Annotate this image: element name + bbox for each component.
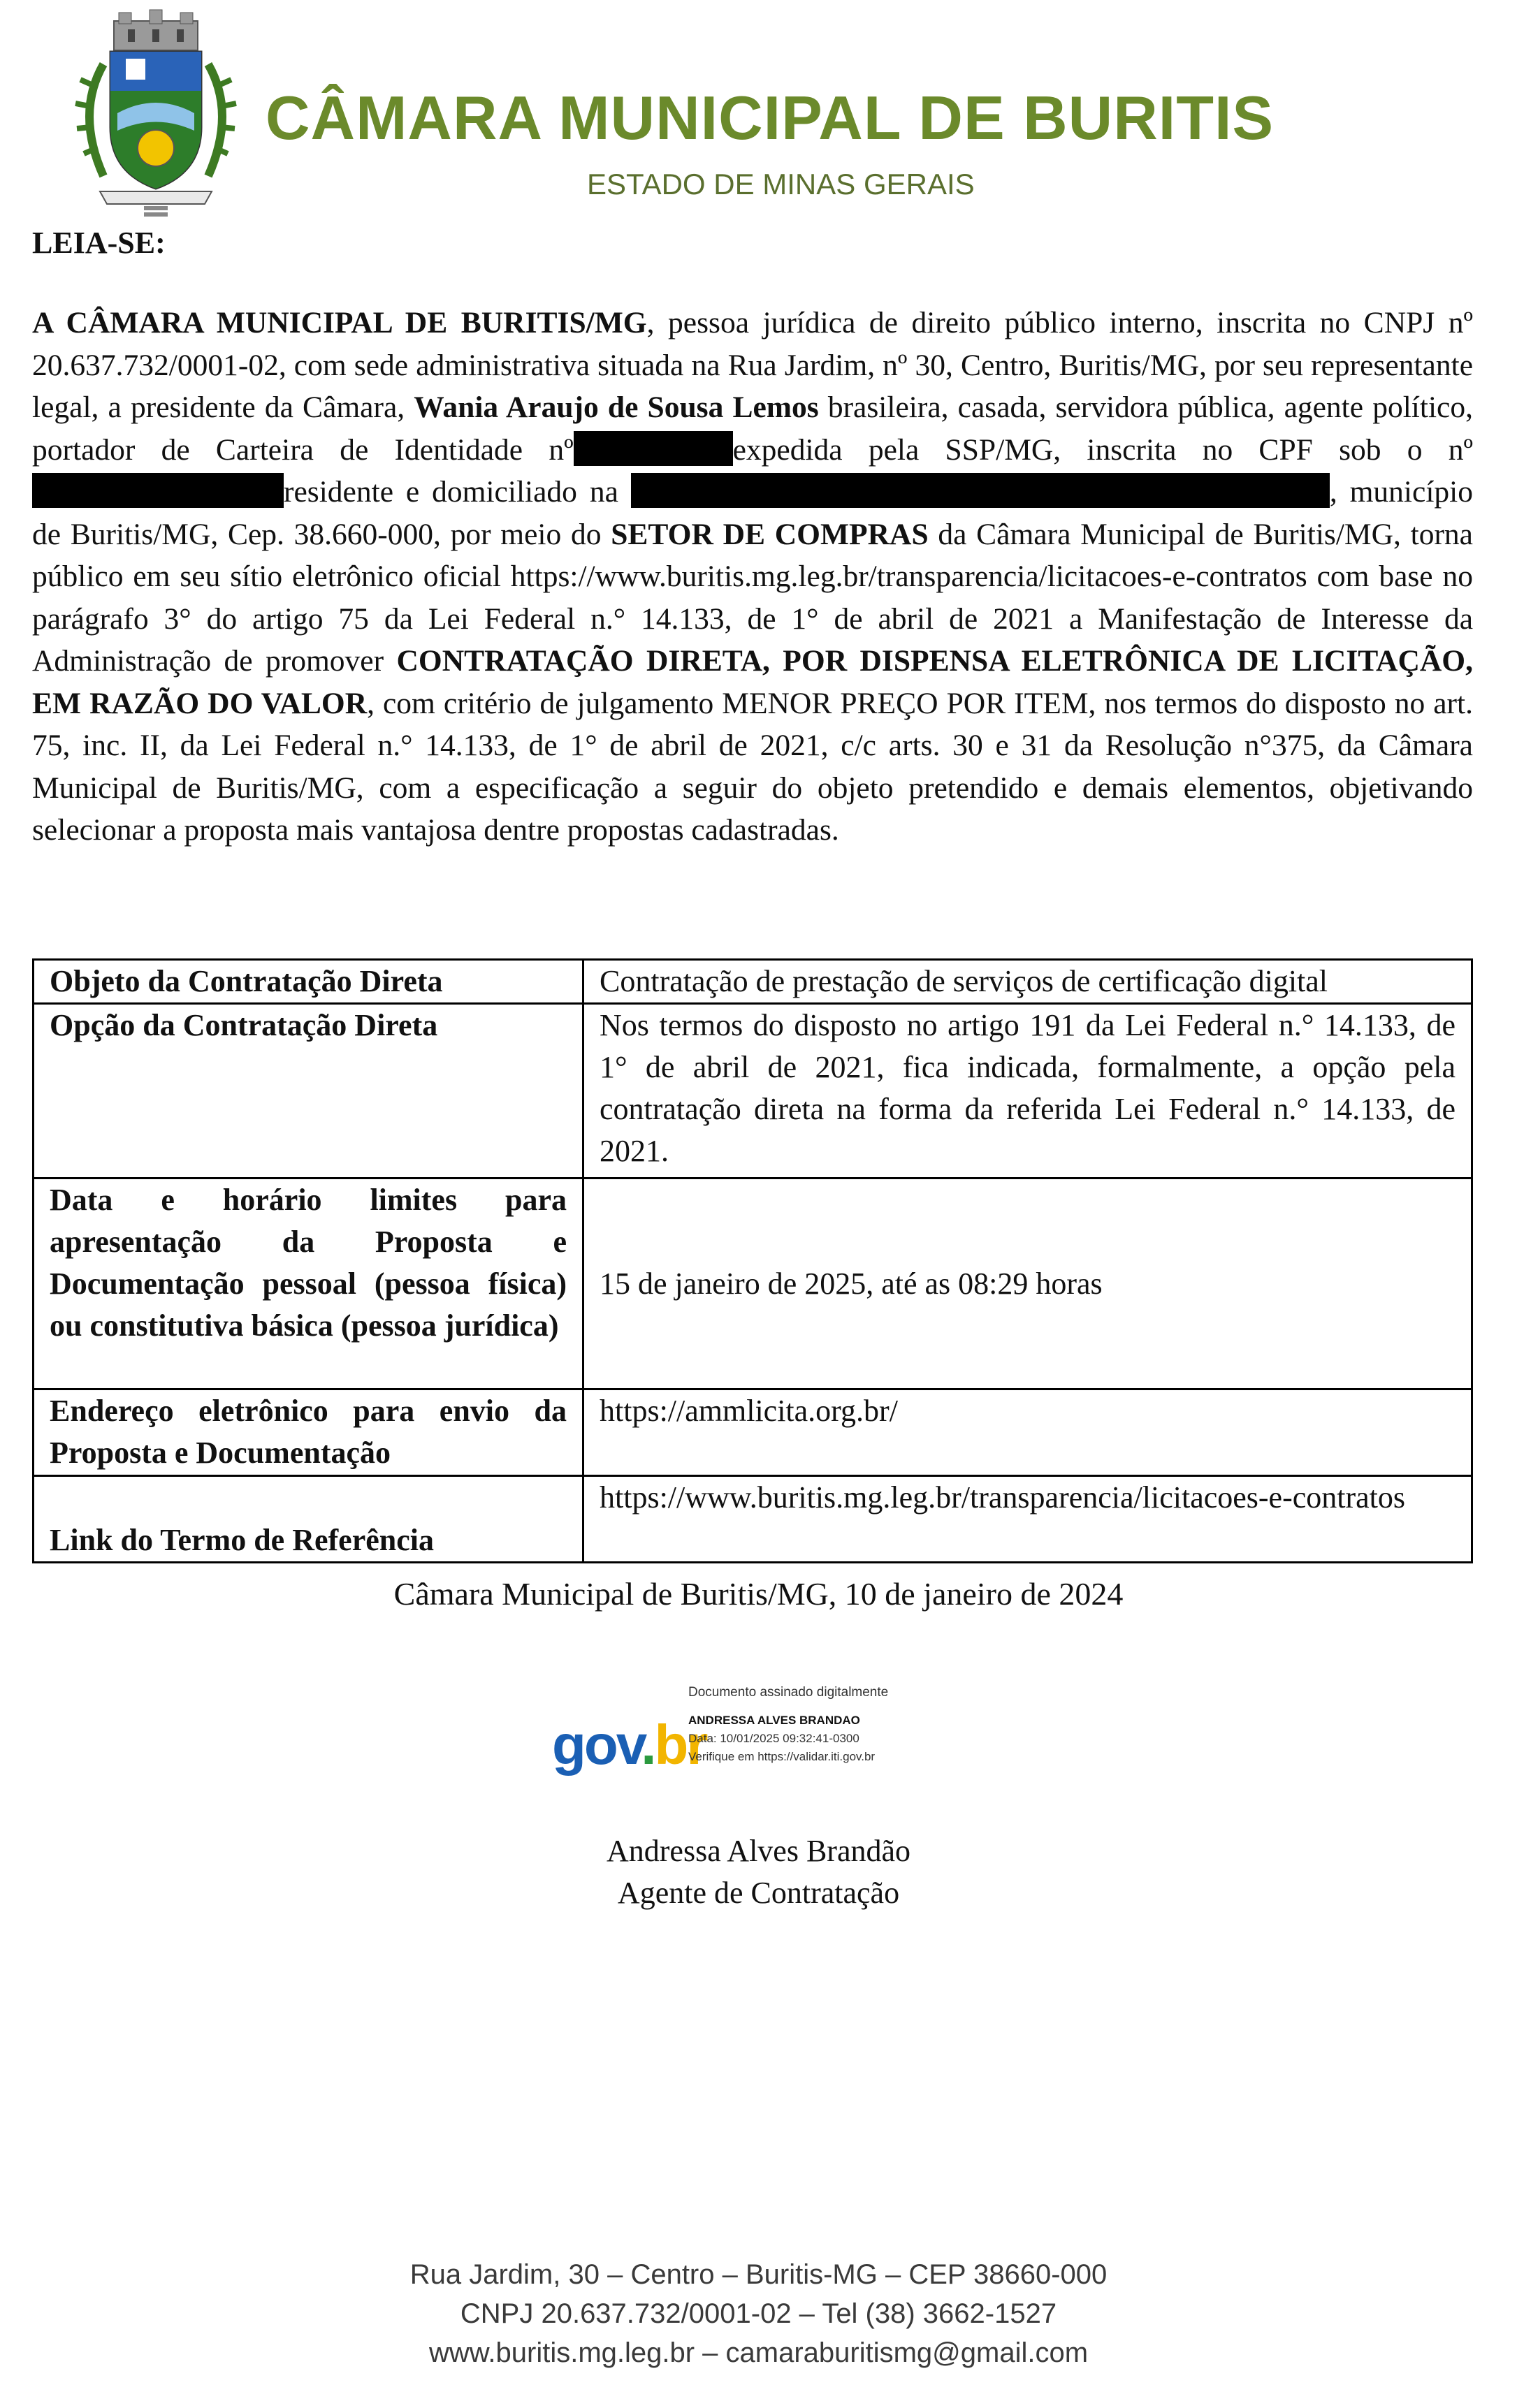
- table-row: [34, 1476, 1472, 1563]
- stamp-verify: Verifique em https://validar.iti.gov.br: [688, 1750, 876, 1763]
- table-key: Opção da Contratação Direta: [34, 1004, 583, 1179]
- table-value: https://ammlicita.org.br/: [583, 1389, 1472, 1476]
- logo-br-text: br: [654, 1714, 706, 1776]
- body-text-segment: , município de Buritis/MG, Cep. 38.660-000, por meio do: [32, 475, 1473, 551]
- footer-web-email: www.buritis.mg.leg.br – camaraburitismg@gmail.com: [428, 2337, 1089, 2368]
- table-key: Endereço eletrônico para envio da Proposta e Documentação: [34, 1389, 583, 1476]
- table-value: https://www.buritis.mg.leg.br/transparencia/licitacoes-e-contratos: [583, 1476, 1472, 1563]
- gov-br-logo: [552, 1713, 706, 1777]
- body-bold-org: A CÂMARA MUNICIPAL DE BURITIS/MG: [32, 306, 647, 340]
- digital-signature-stamp: [552, 1684, 985, 1788]
- body-bold-president: Wania Araujo de Sousa Lemos: [414, 391, 819, 424]
- signer-block: [0, 1830, 1517, 1914]
- signer-role: Agente de Contratação: [617, 1876, 900, 1910]
- header-title: CÂMARA MUNICIPAL DE BURITIS: [266, 83, 1275, 152]
- footer-cnpj-phone: CNPJ 20.637.732/0001-02 – Tel (38) 3662-1527: [460, 2298, 1057, 2329]
- table-value: Nos termos do disposto no artigo 191 da Lei Federal n.° 14.133, de 1° de abril de 2021, fica indicada, formalmente, a opção pela contratação direta na forma da referida Lei Federal n.° 14.133, de 2021.: [583, 1004, 1472, 1179]
- table-key: Objeto da Contratação Direta: [34, 960, 583, 1004]
- table-value: Contratação de prestação de serviços de certificação digital: [583, 960, 1472, 1004]
- coat-of-arms-icon: [61, 8, 250, 218]
- body-bold-sector: SETOR DE COMPRAS: [611, 517, 929, 551]
- body-text-segment: , com critério de julgamento MENOR PREÇO POR ITEM, nos termos do disposto no art. 75, inc. II, da Lei Federal n.° 14.133, de 1° de abril de 2021, c/c arts. 30 e 31 da Resolução n°375, da Câmara Municipal de Buritis/MG, com a especificação a seguir do objeto pretendido e demais elementos, objetivando selecionar a proposta mais vantajosa dentre propostas cadastradas.: [32, 686, 1473, 847]
- header-subtitle: ESTADO DE MINAS GERAIS: [587, 168, 975, 200]
- logo-gov-text: gov: [552, 1714, 641, 1776]
- page-footer: [0, 2255, 1517, 2372]
- body-text-segment: brasileira, casada, servidora pública, agente político, portador de Carteira de Identidade nº: [32, 391, 1473, 467]
- body-paragraph: [32, 302, 1473, 852]
- table-row: [34, 1004, 1472, 1179]
- intro-label: LEIA-SE:: [32, 226, 166, 260]
- stamp-date: Data: 10/01/2025 09:32:41-0300: [688, 1732, 859, 1745]
- table-key: Link do Termo de Referência: [34, 1476, 583, 1563]
- body-bold-contracting: CONTRATAÇÃO DIRETA, POR DISPENSA ELETRÔNICA DE LICITAÇÃO, EM RAZÃO DO VALOR: [32, 644, 1473, 720]
- logo-dot-text: .: [641, 1714, 655, 1776]
- stamp-signer-name: ANDRESSA ALVES BRANDAO: [688, 1714, 860, 1727]
- body-text-segment: expedida pela SSP/MG, inscrita no CPF sob o nº: [732, 432, 1473, 467]
- contract-info-table: [32, 958, 1473, 1563]
- redacted-block: [631, 473, 1330, 508]
- redacted-block: [32, 473, 284, 508]
- table-key: Data e horário limites para apresentação da Proposta e Documentação pessoal (pessoa física) ou constitutiva básica (pessoa jurídica): [34, 1179, 583, 1389]
- redacted-block: [574, 431, 733, 466]
- table-row: [34, 1179, 1472, 1389]
- signer-name: Andressa Alves Brandão: [606, 1834, 910, 1868]
- table-row: [34, 1389, 1472, 1476]
- body-text-segment: , pessoa jurídica de direito público interno, inscrita no CNPJ nº 20.637.732/0001-02, com sede administrativa situada na Rua Jardim, nº 30, Centro, Buritis/MG, por seu representante legal, a presidente da Câmara,: [32, 306, 1473, 424]
- dateline: Câmara Municipal de Buritis/MG, 10 de janeiro de 2024: [393, 1576, 1124, 1612]
- table-row: [34, 960, 1472, 1004]
- stamp-heading: Documento assinado digitalmente: [688, 1685, 889, 1700]
- body-text-segment: residente e domiciliado na: [284, 475, 631, 509]
- footer-address: Rua Jardim, 30 – Centro – Buritis-MG – CEP 38660-000: [409, 2259, 1108, 2290]
- stamp-info: [688, 1684, 982, 1766]
- table-value: 15 de janeiro de 2025, até as 08:29 horas: [583, 1179, 1472, 1389]
- body-text-segment: da Câmara Municipal de Buritis/MG, torna público em seu sítio eletrônico oficial https://www.buritis.mg.leg.br/transparencia/licitacoes-e-contratos com base no parágrafo 3° do artigo 75 da Lei Federal n.° 14.133, de 1° de abril de 2021 a Manifestação de Interesse da Administração de promover: [32, 517, 1473, 678]
